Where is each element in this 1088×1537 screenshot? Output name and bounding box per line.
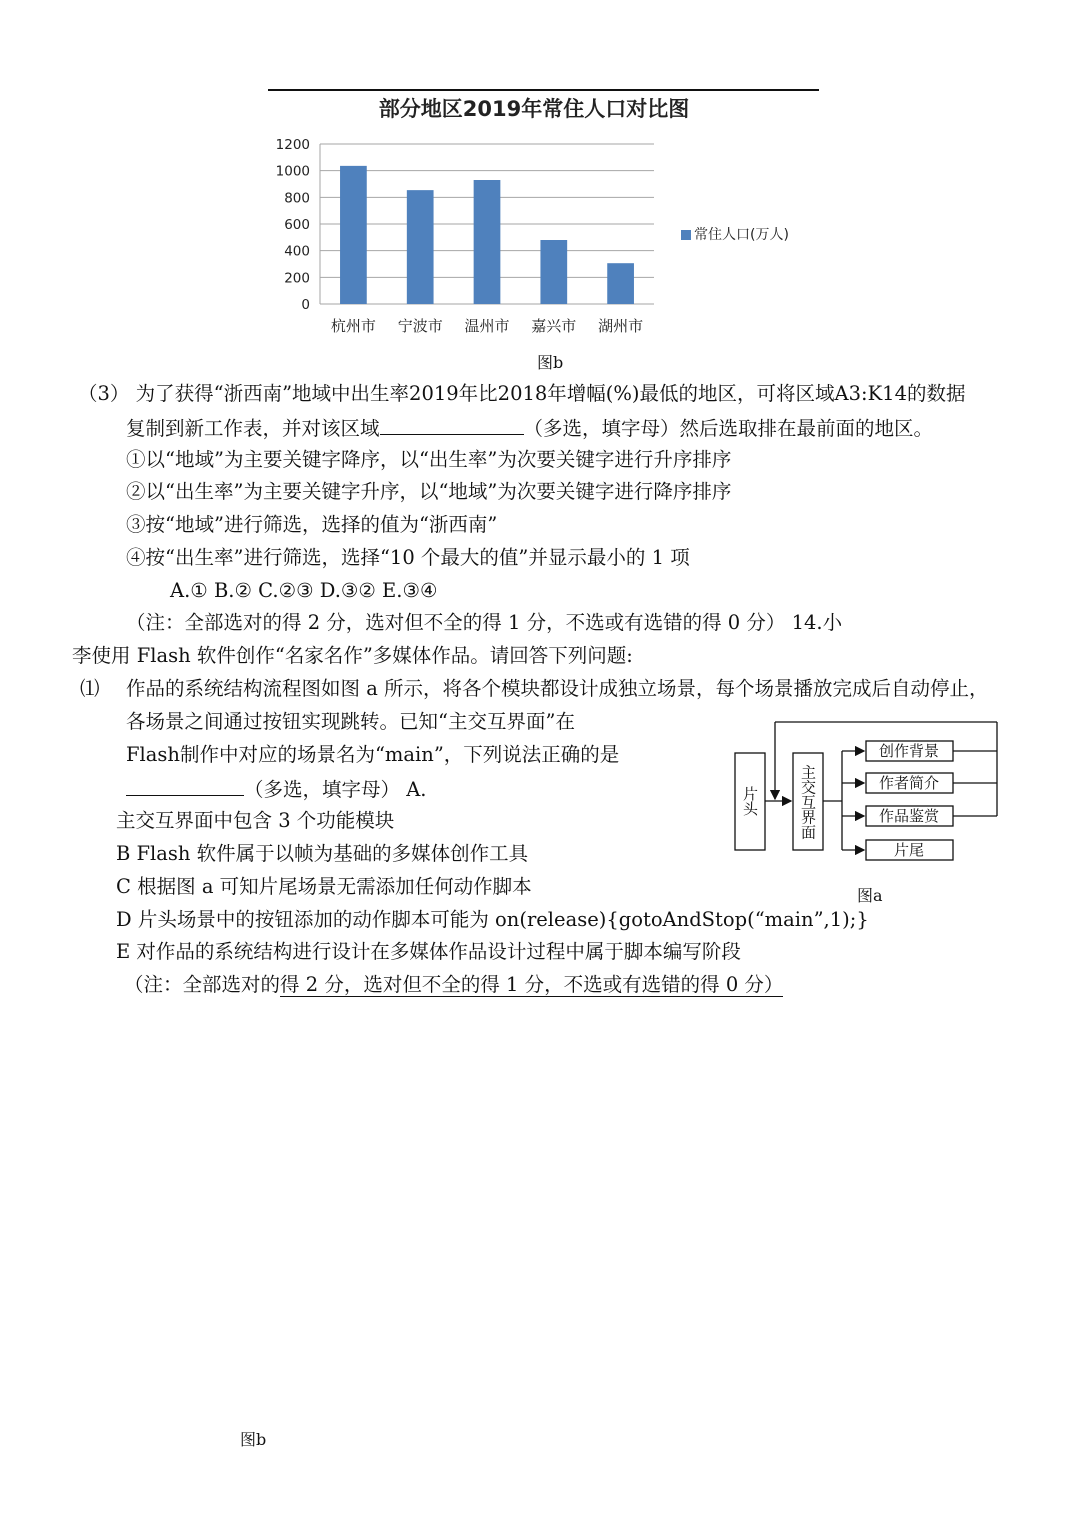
y-tick-label: 200	[284, 270, 310, 287]
node-ending-label: 片尾	[893, 841, 925, 859]
q3-line2	[126, 414, 933, 442]
q14-answer-blank[interactable]	[126, 775, 244, 796]
figure-b-caption: 图b	[537, 353, 564, 372]
y-tick-label: 400	[284, 243, 310, 260]
q3-option-2: ②以“出生率”为主要关键字升序，以“地域”为次要关键字进行降序排序	[126, 480, 732, 503]
bottom-figure-caption: 图b	[240, 1430, 267, 1449]
x-tick-label: 温州市	[464, 317, 510, 335]
q14-note-part1: （注：全部选对的	[124, 973, 281, 996]
q14-option-d: D 片头场景中的按钮添加的动作脚本可能为 on(release){gotoAndStop(“main”,1);}	[116, 908, 869, 931]
q14-note-part2: 得 2 分，选对但不全的得 1 分，不选或有选错的得 0 分）	[280, 973, 784, 996]
q3-line2-b: （多选，填字母）然后选取排在最前面的地区。	[523, 417, 934, 440]
q3-note: （注：全部选对的得 2 分，选对但不全的得 1 分，不选或有选错的得 0 分） 14.小	[126, 611, 843, 634]
y-tick-label: 0	[301, 297, 310, 313]
q3-option-4: ④按“出生率”进行筛选，选择“10 个最大的值”并显示最小的 1 项	[126, 546, 690, 569]
legend-label: 常住人口(万人)	[694, 227, 789, 243]
x-tick-label: 杭州市	[330, 317, 376, 335]
x-tick-label: 湖州市	[598, 317, 644, 335]
q14-option-a: 主交互界面中包含 3 个功能模块	[116, 809, 395, 832]
q14-number: ⑴	[80, 677, 100, 700]
y-tick-label: 600	[284, 217, 310, 233]
node-appreciation-label: 作品鉴赏	[878, 807, 940, 825]
population-bar-chart	[262, 80, 822, 345]
y-tick-label: 1000	[275, 163, 310, 180]
node-author-label: 作者简介	[878, 774, 940, 792]
bar-0	[340, 166, 367, 304]
q3-choices: A.① B.② C.②③ D.③② E.③④	[170, 579, 438, 602]
system-structure-diagram	[725, 718, 1015, 868]
q14-line4-b: （多选，填字母） A.	[244, 778, 427, 801]
q14-line4	[126, 775, 426, 803]
y-tick-label: 800	[284, 190, 310, 207]
q3-option-3: ③按“地域”进行筛选，选择的值为“浙西南”	[126, 513, 498, 536]
q3-line2-a: 复制到新工作表，并对该区域	[126, 417, 380, 440]
q14-line3: Flash制作中对应的场景名为“main”，下列说法正确的是	[126, 743, 620, 766]
q14-option-e: E 对作品的系统结构进行设计在多媒体作品设计过程中属于脚本编写阶段	[116, 940, 741, 963]
q14-line1: 作品的系统结构流程图如图 a 所示，将各个模块都设计成独立场景，每个场景播放完成后自动停止，	[126, 677, 989, 700]
bar-1	[407, 190, 434, 304]
node-background-label: 创作背景	[878, 742, 940, 760]
q14-option-b: B Flash 软件属于以帧为基础的多媒体创作工具	[116, 842, 529, 865]
bar-4	[607, 263, 634, 304]
q14-line2: 各场景之间通过按钮实现跳转。已知“主交互界面”在	[126, 710, 575, 733]
bar-2	[474, 180, 501, 304]
q14-intro: 李使用 Flash 软件创作“名家名作”多媒体作品。请回答下列问题:	[72, 644, 633, 667]
q3-line1: （3） 为了获得“浙西南”地域中出生率2019年比2018年增幅(%)最低的地区，可将区域A3:K14的数据	[78, 382, 966, 405]
legend-swatch	[681, 230, 691, 240]
node-head-label: 片头	[741, 786, 759, 816]
bar-3	[540, 240, 567, 304]
chart-title: 部分地区2019年常住人口对比图	[378, 97, 690, 121]
q14-note	[124, 972, 783, 998]
node-main-label: 主交互界面	[799, 764, 817, 840]
figure-a-caption: 图a	[857, 886, 883, 905]
x-tick-label: 宁波市	[397, 317, 443, 335]
x-tick-label: 嘉兴市	[531, 317, 577, 335]
y-tick-label: 1200	[275, 137, 310, 153]
q3-option-1: ①以“地域”为主要关键字降序，以“出生率”为次要关键字进行升序排序	[126, 448, 732, 471]
q14-option-c: C 根据图 a 可知片尾场景无需添加任何动作脚本	[116, 875, 532, 898]
q3-answer-blank[interactable]	[380, 414, 524, 435]
